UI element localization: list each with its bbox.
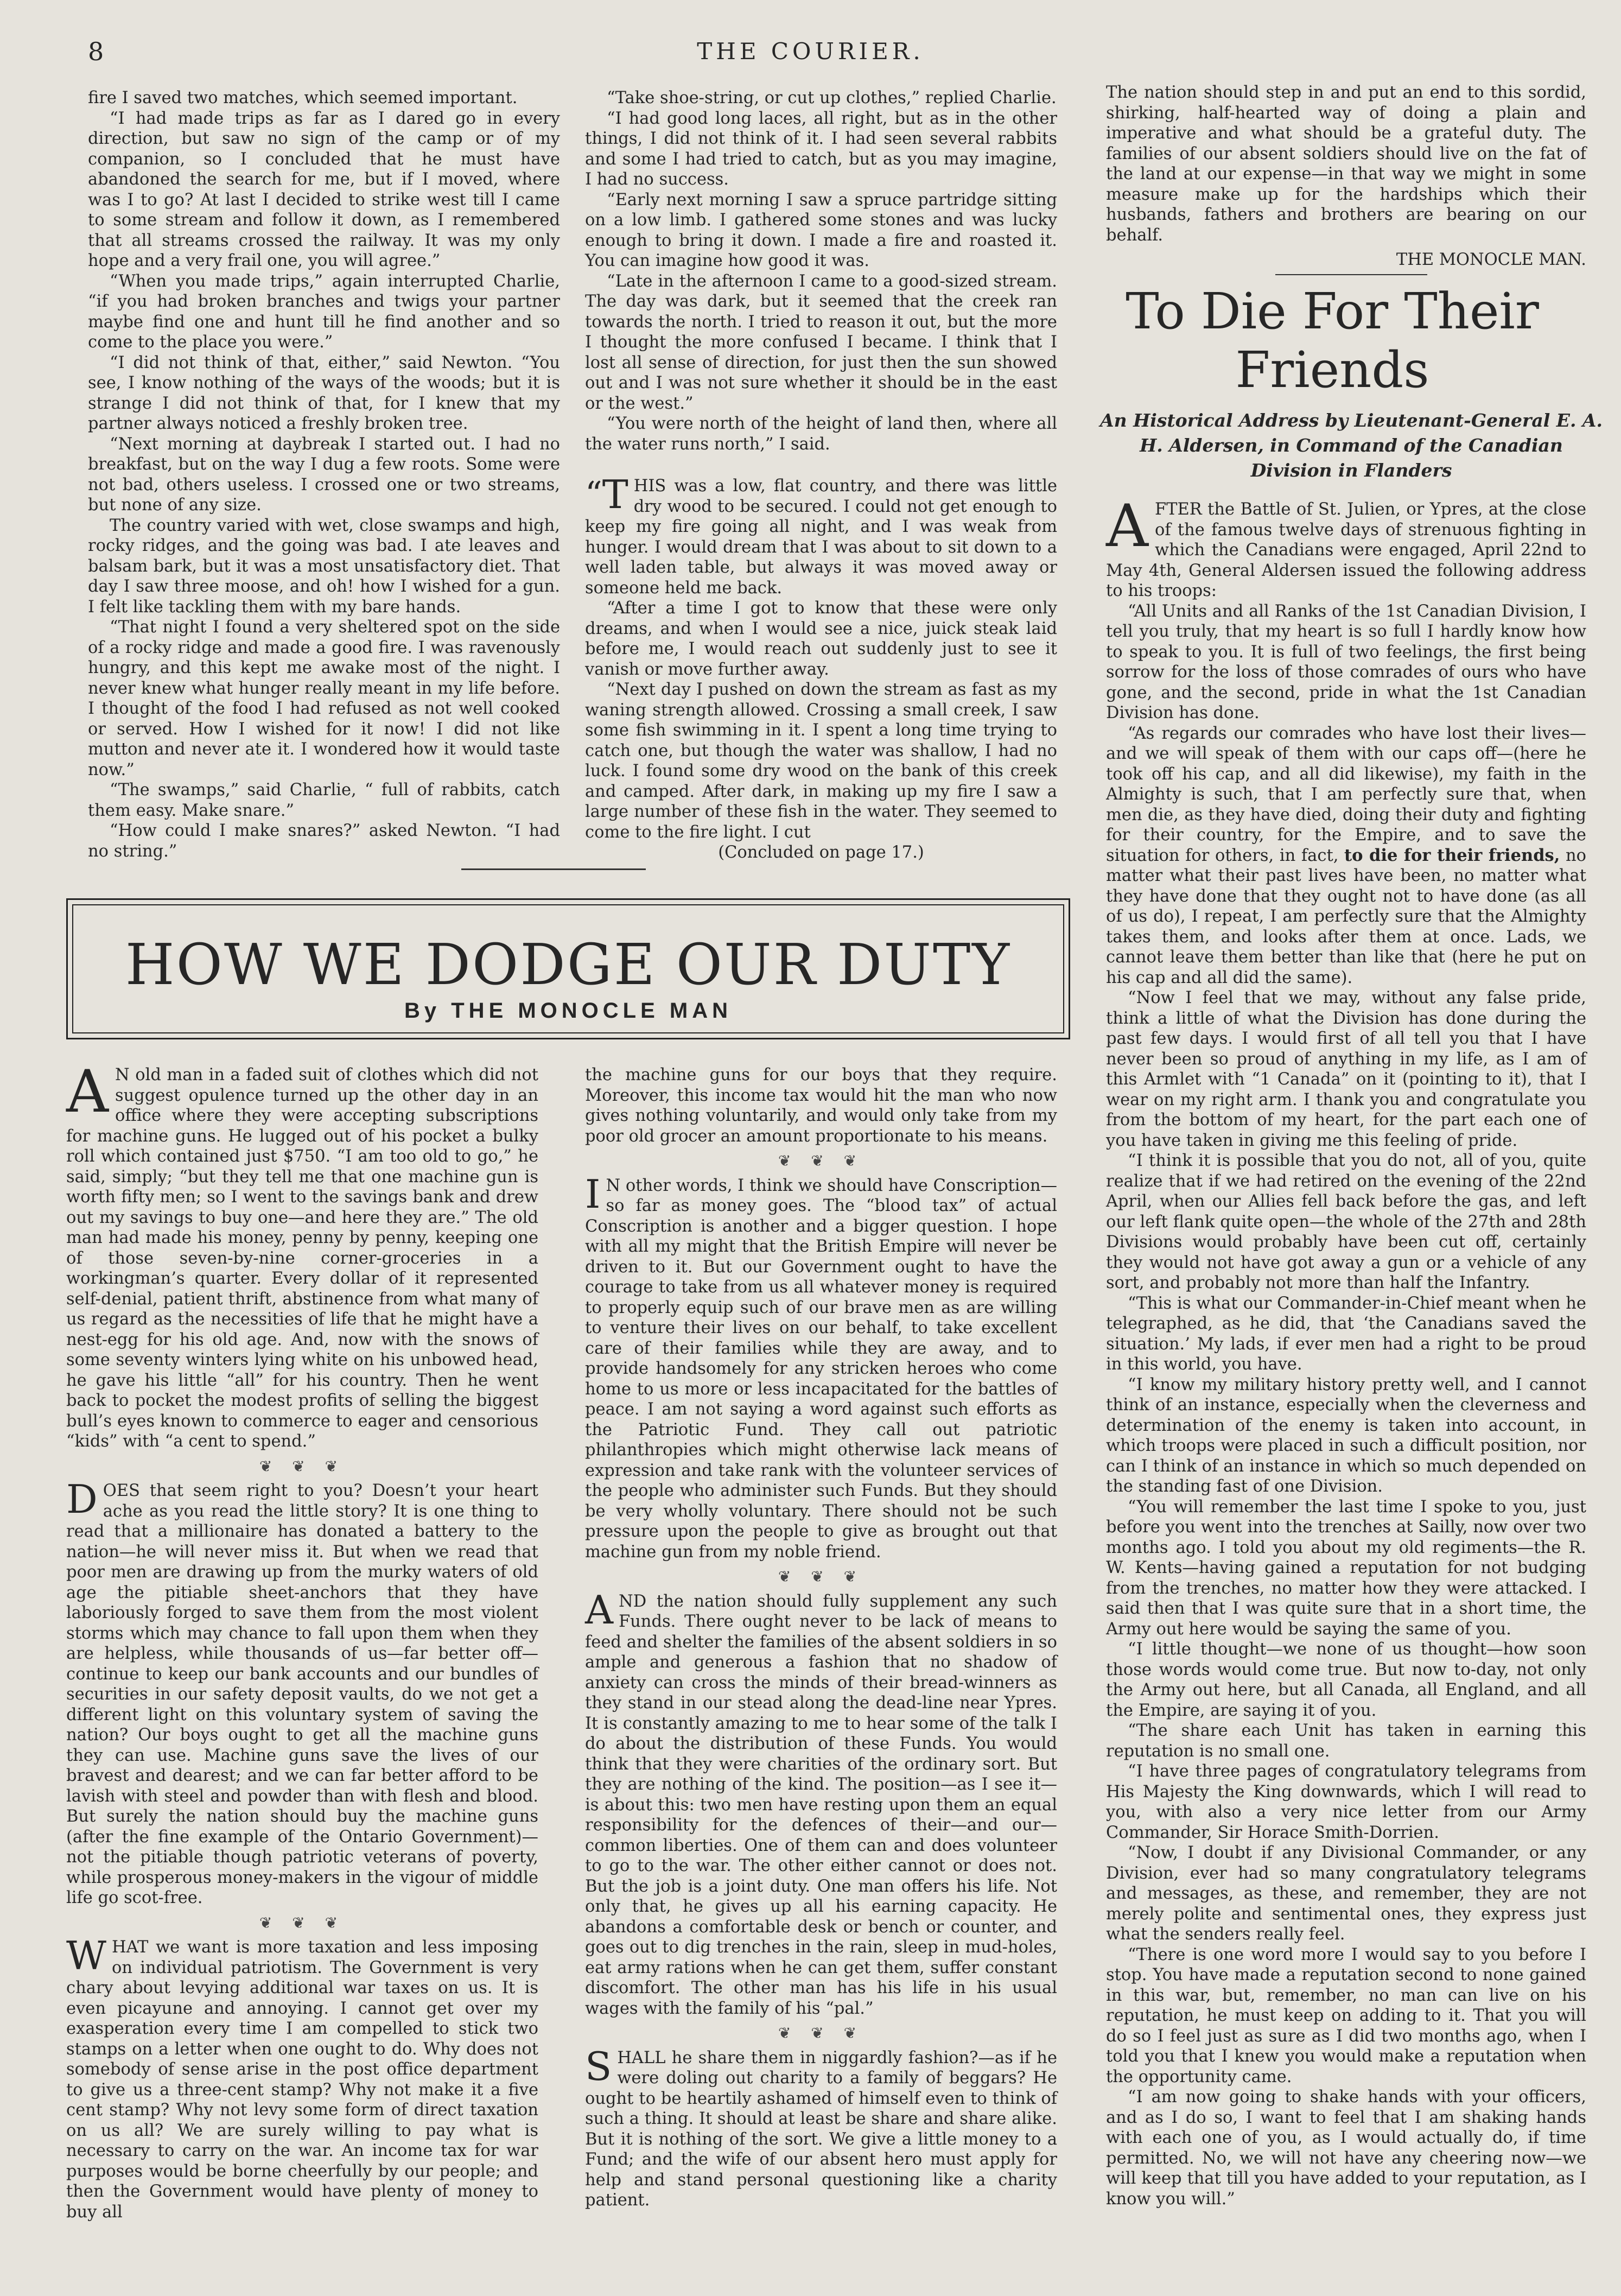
paragraph: “There is one word more I would say to you before I stop. You have made a reputation second to none gained in this war, but, remember, no man can live on his reputation, he must keep on adding to it. That you will do so I feel just as sure as I did two months ago, when I told you that I knew you would make a reputation when the opportunity came. [1106,1945,1586,2086]
ornament-divider: ❦ ❦ ❦ [778,1568,864,1585]
paragraph: “Next morning at daybreak I started out. I had no breakfast, but on the way I dug a few roots. Some were not bad, others useless. I crossed one or two streams, but none of any size. [88,434,560,515]
section-rule [461,868,646,870]
paragraph: “Now I feel that we may, without any false pride, think a little of what the Division has done during the past few days. I would first of all tell you that I have never been so proud of anything in my life, as I am of this Armlet with “1 Canada” on it (pointing to it), that I wear on my right arm. I thank you and congratulate you from the bottom of my heart, for the part each one of you have taken in giving me this feeling of pride. [1106,988,1586,1150]
paragraph: WHAT we want is more taxation and less imposing on individual patriotism. The Government is very chary about levying additional war taxes on us. It is even picayune and annoying. I cannot get over my exasperation every time I am compelled to stick two stamps on a letter when one ought to do. Why does not somebody of sense arise in the post office department to give us a three-cent stamp? Why not make it a five cent stamp? Why not levy some form of direct taxation on us all? We are surely willing to pay what is necessary to carry on the war. An income tax for war purposes would be borne cheerfully by our people; and then the Government would have plenty of money to buy all [66,1933,538,2222]
article-column-1 [66,1058,538,2222]
paragraph: “I had good long laces, all right, but as in the other things, I did not think of it. I had seen several rabbits and some I had tried to catch, but as you may imagine, I had no success. [585,109,1057,189]
paragraph: DOES that seem right to you? Doesn’t your heart ache as you read the little story? It is one thing to read that a millionaire has donated a battery to the nation—he will never miss it. But when we read that poor men are drawing up from the murky waters of old age the pitiable sheet-anchors that they have laboriously forged to save them from the most violent storms which may chance to fall upon them when they are helpless, while thousands of us—far better off—continue to keep our bank accounts and our bundles of securities in our safety deposit vaults, do we not get a different light on this voluntary system of saving the nation? Our boys ought to get all the machine guns they can use. Machine guns save the lives of our bravest and dearest; and we can far better afford to be lavish with steel and powder than with flesh and blood. But surely the nation should buy the machine guns (after the fine example of the Ontario Government)—not the pitiable though patriotic veterans of poverty, while prosperous money-makers in the vigour of middle life go scot-free. [66,1476,538,1907]
paragraph: “I little thought—we none of us thought—how soon those words would come true. But now to-day, not only the Army out here, but all Canada, all England, and all the Empire, are saying it of you. [1106,1640,1586,1720]
section-rule [1275,274,1427,275]
paragraph: the machine guns for our boys that they require. Moreover, this income tax would hit the man who now gives nothing voluntarily, and would only take from my poor old grocer an amount proportionate to his means. [585,1065,1057,1146]
paragraph: “I think it is possible that you do not, all of you, quite realize that if we had retired on the evening of the 22nd April, when our Allies fell back before the gas, and left our left flank quite open—the whole of the 27th and 28th Divisions would probably have been cut off, certainly they would not have got away a gun or a vehicle of any sort, and probably not more than half the Infantry. [1106,1151,1586,1292]
paragraph: “I have three pages of congratulatory telegrams from His Majesty the King downwards, which I will read to you, with also a very nice letter from our Army Commander, Sir Horace Smith-Dorrien. [1106,1762,1586,1842]
paragraph: “You were north of the height of land then, where all the water runs north,” I said. [585,414,1057,454]
paragraph: “Early next morning I saw a spruce partridge sitting on a low limb. I gathered some stones and was lucky enough to bring it down. I made a fire and roasted it. You can imagine how good it was. [585,190,1057,270]
paragraph: “I am now going to shake hands with your officers, and as I do so, I want to feel that I am shaking hands with each one of you, as I would actually do, if time permitted. No, we will not have any cheering now—we will keep that till you have added to your reputation, as I know you will.” [1106,2088,1586,2209]
article-subtitle: An Historical Address by Lieutenant-General E. A. H. Aldersen, in Command of the Canadian Division in Flanders [1099,410,1603,481]
drop-quote: “ [585,474,602,513]
lead-paragraph: A N old man in a faded suit of clothes which did not suggest opulence turned up the other day in an office where they were accepting subscriptions for machine guns. He lugged out of his pocket a bulky roll which contained just $750. “I am too old to go,” he said, simply; “but they tell me that one machine gun is worth fifty men; so I went to the savings bank and drew out my savings to buy one—and here they are.” The old man had made his money, penny by penny, keeping one of those seven-by-nine corner-groceries in a workingman’s quarter. Every dollar of it represented self-denial, patient thrift, abstinence from what many of us regard as the necessities of life that he might have a nest-egg for his old age. And, now with the snows of some seventy winters lying white on his unbowed head, he gave his little “all” for his country. Then he went back to pocket the modest profits of selling the biggest bull’s eyes known to commerce to eager and censorious “kids” with “a cent to spend.” [66,1058,538,1451]
ornament-divider: ❦ ❦ ❦ [778,1152,864,1170]
paragraph: “I had made trips as far as I dared go in every direction, but saw no sign of the camp or of my companion, so I concluded that he must have abandoned the search for me, but if I moved, where was I to go? At last I decided to strike west till I came to some stream and follow it down, as I remembered that all streams crossed the railway. It was my only hope and a very frail one, you will agree.” [88,109,560,270]
ornament-divider: ❦ ❦ ❦ [259,1457,346,1475]
paragraph: “That night I found a very sheltered spot on the side of a rocky ridge and made a good fire. I was ravenously hungry, and this kept me awake most of the night. I never knew what hunger really meant in my life before. I thought of the food I had refused as not well cooked or served. How I wished for it now! I did not like mutton and never ate it. I wondered how it would taste now.” [88,618,560,779]
paragraph: “All Units and all Ranks of the 1st Canadian Division, I tell you truly, that my heart is so full I hardly know how to speak to you. It is full of two feelings, the first being sorrow for the loss of those comrades of ours who have gone, and the second, pride in what the 1st Canadian Division has done. [1106,601,1586,722]
paragraph: SHALL he share them in niggardly fashion?—as if he were doling out charity to a family of beggars? He ought to be heartily ashamed of himself even to think of such a thing. It should at least be share and share alike. But it is nothing of the sort. We give a little money to a Fund; and the wife of our absent hero must apply for help and stand personal questioning like a charity patient. [585,2043,1057,2210]
ornament-divider: ❦ ❦ ❦ [259,1913,346,1932]
paragraph: “You will remember the last time I spoke to you, just before you went into the trenches at Sailly, now over two months ago. I told you about my old regiments—the R. W. Kents—having gained a reputation for not budging from the trenches, no matter how they were attacked. I said then that I was quite sure that in a short time, the Army out here would be saying the same of you. [1106,1497,1586,1639]
paragraph: fire I saved two matches, which seemed important. [88,88,518,107]
paragraph: I N other words, I think we should have Conscription—so far as money goes. The “blood tax” of actual Conscription is another and a bigger question. I hope with all my might that the British Empire will never be driven to it. But our Government ought to have the courage to take from us all whatever money is required to properly equip such of our brave men as are willing to venture their lives on our behalf, to take excellent care of their families while they are away, and to provide handsomely for any stricken heroes who come home to us more or less incapacitated for the battles of peace. I am not saying a word against such efforts as the Patriotic Fund. They call out patriotic philanthropies which might otherwise lack means of expression and take rank with the volunteer services of the people who administer such Funds. But they should be very wholly voluntary. There should not be such pressure upon the people to give as brought out that machine gun from my noble friend. [585,1171,1057,1562]
emphasis: to die for their friends, [1344,845,1560,865]
paragraph: “The swamps,” said Charlie, “ full of rabbits, catch them easy. Make snare.” [88,781,560,820]
page-number: 8 [88,37,104,66]
story-column-1 [88,88,560,861]
ornament-divider: ❦ ❦ ❦ [778,2024,864,2042]
paragraph: “Take shoe-string, or cut up clothes,” replied Charlie. [607,88,1057,107]
paragraph: “Late in the afternoon I came to a good-sized stream. The day was dark, but it seemed that the creek ran towards the north. I tried to reason it out, but the more I thought the more confused I became. I think that I lost all sense of direction, for just then the sun showed out and I was not sure whether it should be in the east or the west.” [585,271,1057,413]
column-3-top [1106,83,1586,270]
article-byline: By THE MONOCLE MAN [404,999,732,1023]
lead-paragraph: AFTER the Battle of St. Julien, or Ypres, at the close of the famous twelve days of strenuous fighting in which the Canadians were engaged, April 22nd to May 4th, General Aldersen issued the following address to his troops: [1106,492,1586,600]
article-title: HOW WE DODGE OUR DUTY [125,931,1012,998]
story-column-2 [585,88,1057,863]
paragraph: “Now, I doubt if any Divisional Commander, or any Division, ever had so many congratulatory telegrams and messages, as these, and remember, they are not merely polite and sentimental ones, they express just what the senders really feel. [1106,1843,1586,1944]
article-headline-box [66,898,1070,1039]
paragraph: The country varied with wet, close swamps and high, rocky ridges, and the going was bad. I ate leaves and balsam bark, but it was a most unsatisfactory diet. That day I saw three moose, and oh! how I wished for a gun. I felt like tackling them with my bare hands. [88,516,560,617]
paragraph: “After a time I got to know that these were only dreams, and when I would see a nice, juick steak laid before me, I would reach out suddenly just to see it vanish or move further away. [585,599,1057,679]
paragraph: The nation should step in and put an end to this sordid, shirking, half-hearted way of doing a plain and imperative and what should be a grateful duty. The families of our absent soldiers should live on the fat of the land at our expense—in that way we might in some measure make up for the hardships which their husbands, fathers and brothers are bearing on our behalf. [1106,83,1586,245]
paragraph: “I know my military history pretty well, and I cannot think of an instance, especially when the cleverness and determination of the enemy is taken into account, in which troops were placed in such a difficult position, nor can I think of an instance in which so much depended on the standing fast of one Division. [1106,1375,1586,1496]
paragraph: “I did not think of that, either,” said Newton. “You see, I know nothing of the ways of the woods; but it is strange I did not think of that, for I knew that my partner always noticed a freshly broken tree. [88,353,560,433]
paragraph: “This is what our Commander-in-Chief meant when he telegraphed, as he did, that ‘the Canadians saved the situation.’ My lads, if ever men had a right to be proud in this world, you have. [1106,1293,1586,1374]
article-column-3 [1106,492,1586,2209]
drop-cap: A [66,1058,109,1126]
drop-cap: W [66,1933,107,1978]
article-title: To Die For Their Friends [1126,282,1539,399]
paragraph: “The share each Unit has taken in earning this reputation is no small one. [1106,1721,1586,1761]
drop-cap: I [585,1171,601,1217]
paragraph: “How could I make snares?” asked Newton. “I had no string.” [88,821,560,861]
article-column-2 [585,1065,1057,2211]
running-head: THE COURIER. [697,38,924,65]
continued-note: (Concluded on page 17.) [718,843,924,862]
paragraph: “Next day I pushed on down the stream as fast as my waning strength allowed. Crossing a small creek, I saw some fish swimming in it. I spent a long time trying to catch one, but though the water was shallow, I had no luck. I found some dry wood on the bank of this creek and camped. After dark, in making up my fire I saw a large number of these fish in the water. They seemed to come to the fire light. I cut [585,680,1057,842]
drop-cap: A [1106,492,1148,560]
drop-cap: T [602,472,628,517]
drop-cap: S [585,2043,612,2089]
paragraph: “When you made trips,” again interrupted Charlie, “if you had broken branches and twigs your partner maybe find one and hunt till he find another and so come to the place you were.” [88,271,560,352]
drop-cap: D [66,1476,98,1522]
paragraph: AND the nation should fully supplement any such Funds. There ought never to be lack of means to feed and shelter the families of the absent soldiers in so ample and generous a fashion that no shadow of anxiety can cross the minds of their bread-winners as they stand in our stead along the dead-line near Ypres. It is constantly amazing to me to hear some of the talk I do about the distribution of these Funds. You would think that they were charities of the ordinary sort. But they are nothing of the kind. The position—as I see it—is about this: two men have resting upon them an equal responsibility for the defences of their—and our—common liberties. One of them can and does volunteer to go to the war. The other either cannot or does not. But the job is a joint duty. One man offers his life. Not only that, he gives up all his earning capacity. He abandons a comfortable desk or bench or counter, and goes out to dig trenches in the rain, sleep in mud-holes, eat army rations when he can get them, suffer constant discomfort. The other man has his life in his usual wages with the family of his “pal.” [585,1587,1057,2018]
paragraph: “As regards our comrades who have lost their lives—and we will speak of them with our caps off—(here he took off his cap, and all did likewise), my faith in the Almighty is such, that I am perfectly sure that, when men die, as they have died, doing their duty and fighting for their country, for the Empire, and to save the situation for others, in fact, to die for their friends, no matter what their past lives have been, no matter what they have done that they ought not to have done (as all of us do), I repeat, I am perfectly sure that the Almighty takes them, and looks after them at once. Lads, we cannot leave them better than like that (here he put on his cap and all did the same). [1106,724,1586,987]
signature: THE MONOCLE MAN. [1396,250,1586,269]
drop-cap: A [585,1587,613,1633]
lead-paragraph: “ T HIS was a low, flat country, and there was little dry wood to be secured. I could not get enough to keep my fire going all night, and I was weak from hunger. I would dream that I was about to sit down to a well laden table, but always it was moved away or someone held me back. [585,472,1057,598]
